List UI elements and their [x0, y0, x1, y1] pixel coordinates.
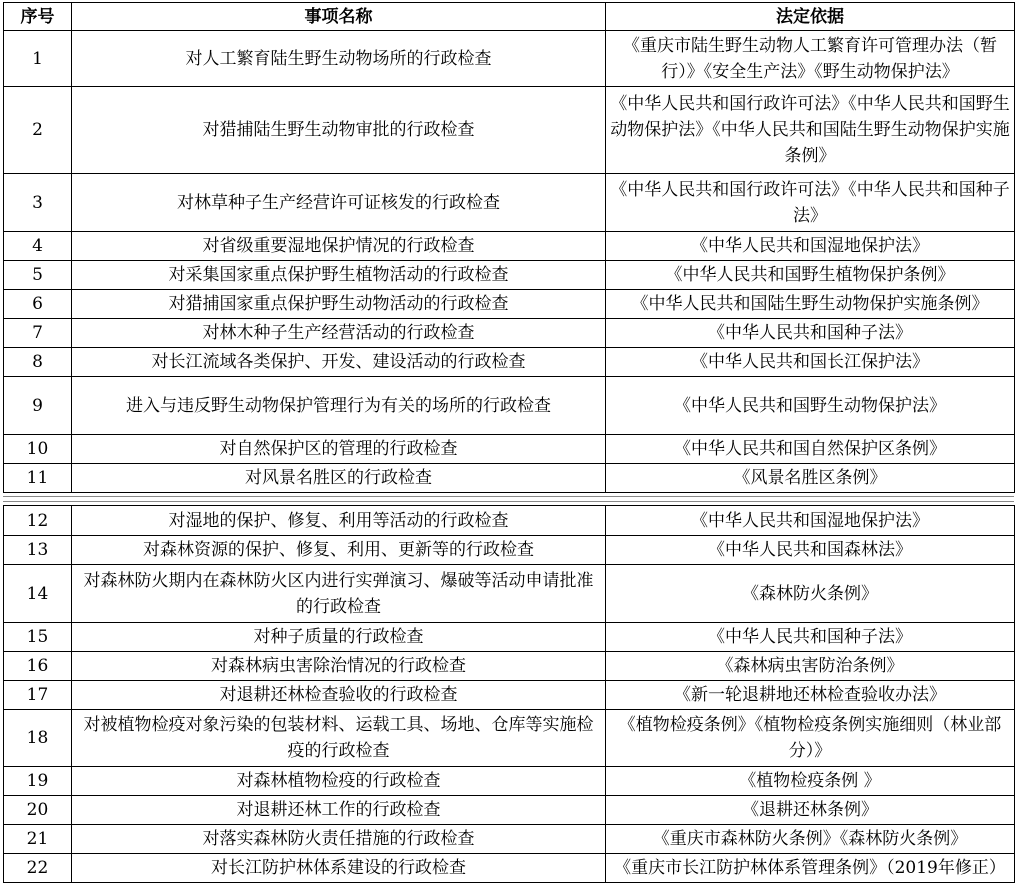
row-basis: 《中华人民共和国自然保护区条例》 — [606, 435, 1015, 464]
header-item: 事项名称 — [72, 3, 606, 31]
row-basis: 《重庆市森林防火条例》《森林防火条例》 — [606, 825, 1015, 854]
row-basis: 《森林病虫害防治条例》 — [606, 652, 1015, 681]
row-no: 13 — [4, 536, 72, 565]
page-break-divider — [3, 496, 1014, 502]
row-basis: 《风景名胜区条例》 — [606, 464, 1015, 493]
table-row — [4, 854, 1015, 883]
row-no: 11 — [4, 464, 72, 493]
row-basis: 《中华人民共和国种子法》 — [606, 319, 1015, 348]
table-row — [4, 377, 1015, 435]
row-item: 对森林防火期内在森林防火区内进行实弹演习、爆破等活动申请批准的行政检查 — [72, 565, 606, 623]
row-item: 对种子质量的行政检查 — [72, 623, 606, 652]
row-basis: 《中华人民共和国湿地保护法》 — [606, 232, 1015, 261]
table-row — [4, 87, 1015, 174]
table-row — [4, 681, 1015, 710]
row-no: 19 — [4, 767, 72, 796]
row-no: 9 — [4, 377, 72, 435]
row-item: 对林木种子生产经营活动的行政检查 — [72, 319, 606, 348]
row-no: 4 — [4, 232, 72, 261]
row-no: 21 — [4, 825, 72, 854]
row-item: 对长江防护林体系建设的行政检查 — [72, 854, 606, 883]
row-basis: 《中华人民共和国森林法》 — [606, 536, 1015, 565]
row-basis: 《重庆市陆生野生动物人工繁育许可管理办法（暂行）》《安全生产法》《野生动物保护法》 — [606, 31, 1015, 87]
row-no: 14 — [4, 565, 72, 623]
row-no: 2 — [4, 87, 72, 174]
row-no: 6 — [4, 290, 72, 319]
table-row — [4, 174, 1015, 232]
row-basis: 《中华人民共和国长江保护法》 — [606, 348, 1015, 377]
row-no: 7 — [4, 319, 72, 348]
row-basis: 《中华人民共和国行政许可法》《中华人民共和国野生动物保护法》《中华人民共和国陆生野生动物保护实施条例》 — [606, 87, 1015, 174]
table-row — [4, 710, 1015, 767]
row-no: 1 — [4, 31, 72, 87]
table-row — [4, 506, 1015, 536]
table-row — [4, 31, 1015, 87]
row-item: 对湿地的保护、修复、利用等活动的行政检查 — [72, 506, 606, 536]
table-row — [4, 652, 1015, 681]
row-item: 对退耕还林工作的行政检查 — [72, 796, 606, 825]
header-basis: 法定依据 — [606, 3, 1015, 31]
header-row — [4, 3, 1015, 31]
row-item: 对人工繁育陆生野生动物场所的行政检查 — [72, 31, 606, 87]
row-no: 16 — [4, 652, 72, 681]
row-item: 对落实森林防火责任措施的行政检查 — [72, 825, 606, 854]
row-basis: 《中华人民共和国野生植物保护条例》 — [606, 261, 1015, 290]
inspection-table-part2 — [3, 505, 1015, 883]
row-basis: 《中华人民共和国陆生野生动物保护实施条例》 — [606, 290, 1015, 319]
table-row — [4, 261, 1015, 290]
table-row — [4, 319, 1015, 348]
row-item: 对猎捕国家重点保护野生动物活动的行政检查 — [72, 290, 606, 319]
header-no: 序号 — [4, 3, 72, 31]
table-row — [4, 565, 1015, 623]
row-no: 3 — [4, 174, 72, 232]
row-item: 对自然保护区的管理的行政检查 — [72, 435, 606, 464]
row-item: 对风景名胜区的行政检查 — [72, 464, 606, 493]
row-basis: 《中华人民共和国行政许可法》《中华人民共和国种子法》 — [606, 174, 1015, 232]
table-row — [4, 464, 1015, 493]
row-no: 5 — [4, 261, 72, 290]
row-basis: 《中华人民共和国野生动物保护法》 — [606, 377, 1015, 435]
table-row — [4, 767, 1015, 796]
row-item: 对森林病虫害除治情况的行政检查 — [72, 652, 606, 681]
row-item: 对森林植物检疫的行政检查 — [72, 767, 606, 796]
row-basis: 《重庆市长江防护林体系管理条例》（2019年修正） — [606, 854, 1015, 883]
row-no: 18 — [4, 710, 72, 767]
row-basis: 《植物检疫条例 》 — [606, 767, 1015, 796]
row-basis: 《中华人民共和国湿地保护法》 — [606, 506, 1015, 536]
row-no: 15 — [4, 623, 72, 652]
row-basis: 《森林防火条例》 — [606, 565, 1015, 623]
row-no: 8 — [4, 348, 72, 377]
table-row — [4, 232, 1015, 261]
table-row — [4, 825, 1015, 854]
row-no: 12 — [4, 506, 72, 536]
row-basis: 《植物检疫条例》《植物检疫条例实施细则（林业部分）》 — [606, 710, 1015, 767]
row-no: 10 — [4, 435, 72, 464]
row-basis: 《中华人民共和国种子法》 — [606, 623, 1015, 652]
row-no: 20 — [4, 796, 72, 825]
table-row — [4, 796, 1015, 825]
row-item: 对长江流域各类保护、开发、建设活动的行政检查 — [72, 348, 606, 377]
row-item: 对林草种子生产经营许可证核发的行政检查 — [72, 174, 606, 232]
table-row — [4, 290, 1015, 319]
inspection-table-part1 — [3, 2, 1015, 493]
row-item: 对森林资源的保护、修复、利用、更新等的行政检查 — [72, 536, 606, 565]
table-row — [4, 536, 1015, 565]
row-no: 17 — [4, 681, 72, 710]
row-no: 22 — [4, 854, 72, 883]
row-basis: 《退耕还林条例》 — [606, 796, 1015, 825]
row-item: 对被植物检疫对象污染的包装材料、运载工具、场地、仓库等实施检疫的行政检查 — [72, 710, 606, 767]
row-item: 对猎捕陆生野生动物审批的行政检查 — [72, 87, 606, 174]
row-item: 对退耕还林检查验收的行政检查 — [72, 681, 606, 710]
row-item: 对省级重要湿地保护情况的行政检查 — [72, 232, 606, 261]
table-row — [4, 623, 1015, 652]
row-basis: 《新一轮退耕地还林检查验收办法》 — [606, 681, 1015, 710]
table-row — [4, 435, 1015, 464]
row-item: 对采集国家重点保护野生植物活动的行政检查 — [72, 261, 606, 290]
row-item: 进入与违反野生动物保护管理行为有关的场所的行政检查 — [72, 377, 606, 435]
table-row — [4, 348, 1015, 377]
